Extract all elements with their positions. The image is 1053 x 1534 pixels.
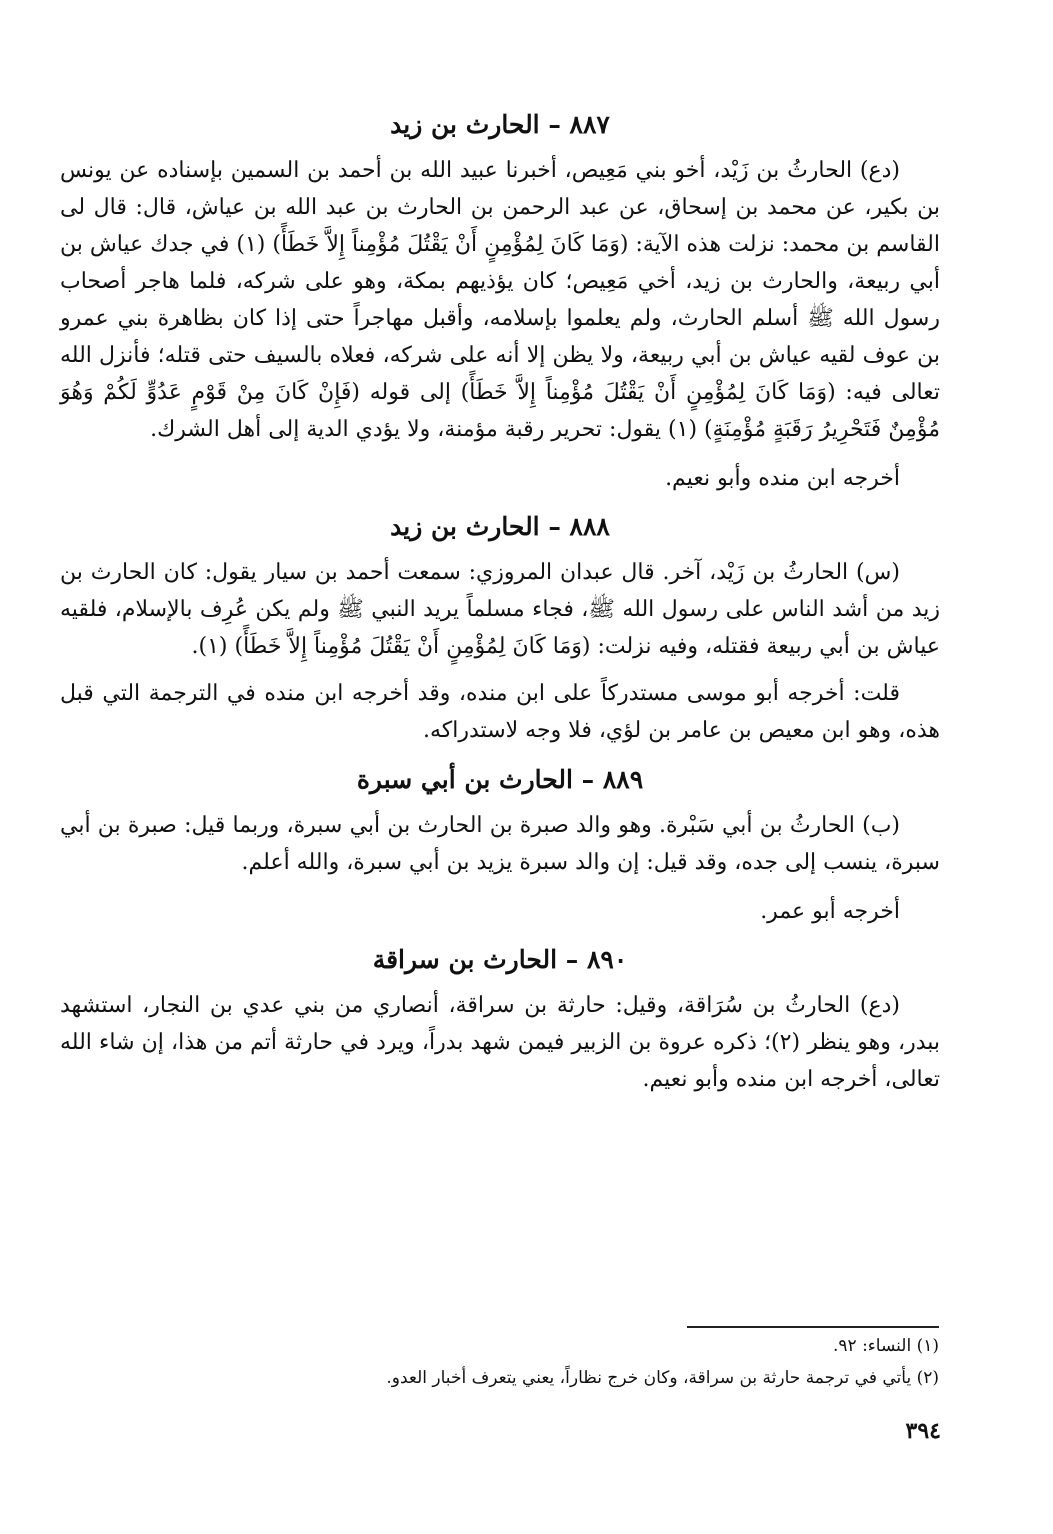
entry-title: ٨٨٧ – الحارث بن زيد: [390, 110, 610, 139]
entry-paragraph: (دع) الحارثُ بن زَيْد، أخو بني مَعِيص، أخبرنا عبيد الله بن أحمد بن السمين بإسناده عن يونس بن بكير، عن محمد بن إسحاق، عن عبد الرحمن بن الحارث بن عبد الله بن عياش، قال: قال لى القاسم بن محمد: نزلت هذه الآية: (وَمَا كَانَ لِمُؤْمِنٍ أَنْ يَقْتُلَ مُؤْمِناً إِلاَّ خَطَأً) (١) في جدك عياش بن أبي ربيعة، والحارث بن زيد، أخي مَعِيص؛ كان يؤذيهم بمكة، وهو على شركه، فلما هاجر أصحاب رسول الله ﷺ أسلم الحارث، ولم يعلموا بإسلامه، وأقبل مهاجراً حتى إذا كان بظاهرة بني عمرو بن عوف لقيه عياش بن أبي ربيعة، ولا يظن إلا أنه على شركه، فعلاه بالسيف حتى قتله؛ فأنزل الله تعالى فيه: (وَمَا كَانَ لِمُؤْمِنٍ أَنْ يَقْتُلَ مُؤْمِناً إِلاَّ خَطَأً) إلى قوله (فَإِنْ كَانَ مِنْ قَوْمٍ عَدُوٍّ لَكُمْ وَهُوَ مُؤْمِنٌ فَتَحْرِيرُ رَقَبَةٍ مُؤْمِنَةٍ) (١) يقول: تحرير رقبة مؤمنة، ولا يؤدي الدية إلى أهل الشرك.: [60, 158, 940, 442]
entry-889: [60, 763, 940, 929]
entry-paragraph: (ب) الحارثُ بن أبي سَبْرة. وهو والد صبرة بن الحارث بن أبي سبرة، وربما قيل: صبرة بن أبي سبرة، ينسب إلى جده، وقد قيل: إن والد سبرة يزيد بن أبي سبرة، والله أعلم.: [60, 813, 940, 875]
entry-887: [60, 108, 940, 496]
footnote-2: (٢) يأتي في ترجمة حارثة بن سراقة، وكان خرج نظاراً، يعني يتعرف أخبار العدو.: [386, 1368, 939, 1388]
page-number: ٣٩٤: [905, 1418, 941, 1444]
entry-title: ٨٨٨ – الحارث بن زيد: [390, 512, 610, 541]
entry-source: أخرجه أبو عمر.: [760, 899, 900, 924]
entry-paragraph: (دع) الحارثُ بن سُرَاقة، وقيل: حارثة بن سراقة، أنصاري من بني عدي بن النجار، استشهد ببدر، وهو ينظر (٢)؛ ذكره عروة بن الزبير فيمن شهد بدراً، ويرد في حارثة أتم من هذا، إن شاء الله تعالى، أخرجه ابن منده وأبو نعيم.: [60, 993, 941, 1092]
entry-888: [60, 510, 940, 749]
footnote-divider: [687, 1326, 939, 1328]
footnotes: [119, 1330, 939, 1394]
entry-890: [60, 943, 940, 1098]
entry-title: ٨٩٠ – الحارث بن سراقة: [372, 945, 628, 974]
entry-source: أخرجه ابن منده وأبو نعيم.: [665, 466, 900, 491]
entry-note-paragraph: قلت: أخرجه أبو موسى مستدركاً على ابن منده، وقد أخرجه ابن منده في الترجمة التي قبل هذه، وهو ابن معيص بن عامر بن لؤي، فلا وجه لاستدراكه.: [60, 681, 940, 743]
entry-title: ٨٨٩ – الحارث بن أبي سبرة: [356, 765, 644, 794]
main-text: [60, 108, 940, 1112]
entry-paragraph: (س) الحارثُ بن زَيْد، آخر. قال عبدان المروزي: سمعت أحمد بن سيار يقول: كان الحارث بن زيد من أشد الناس على رسول الله ﷺ، فجاء مسلماً يريد النبي ﷺ ولم يكن عُرِف بالإسلام، فلقيه عياش بن أبي ربيعة فقتله، وفيه نزلت: (وَمَا كَانَ لِمُؤْمِنٍ أَنْ يَقْتُلَ مُؤْمِناً إِلاَّ خَطَأً) (١).: [60, 560, 940, 659]
footnote-1: (١) النساء: ٩٢.: [833, 1336, 939, 1356]
